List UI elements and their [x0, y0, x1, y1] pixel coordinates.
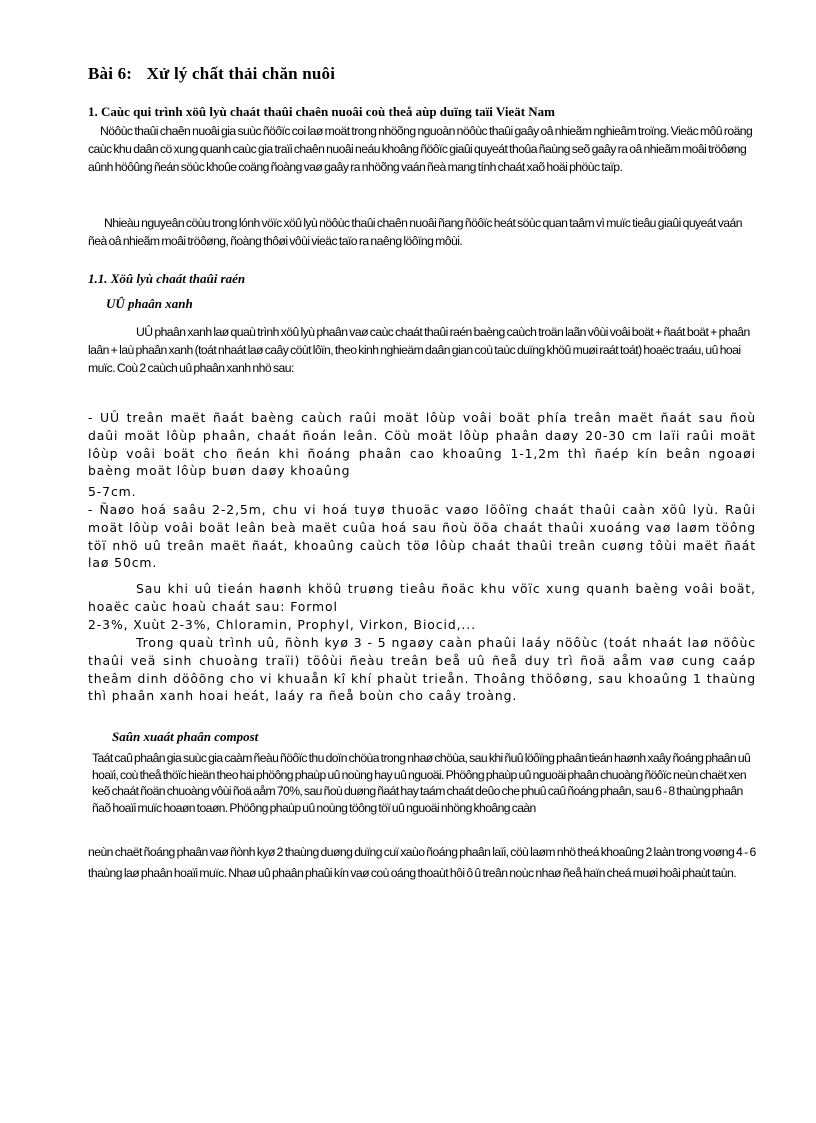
section-1-paragraph-1: Nöôùc thaûi chaên nuoâi gia suùc ñöôïc coi laø moät trong nhöõng nguoàn nöôùc thaûi gaây oâ nhieãm nghieâm troïng. Vieäc môû roäng caùc khu daân cö xung quanh caùc gia traïi chaên nuoâi neáu khoâng ñöôïc giaûi quyeát thoûa ñaùng seõ gaây ra oâ nhieãm moâi tröôøng aûnh höôûng ñeán söùc khoûe coäng ñoàng vaø gaây ra nhöõng vaán ñeà mang tính chaát xaõ hoäi phöùc taïp.: [88, 124, 753, 174]
disinfection-paragraph-end: 2-3%, Xuùt 2-3%, Chloramin, Prophyl, Virkon, Biocid,...: [88, 617, 476, 632]
green-manure-paragraph: UÛ phaân xanh laø quaù trình xöû lyù phaân vaø caùc chaát thaûi raén baèng caùch troän laãn vôùi voâi boät + ñaát boät + phaân laân + laù phaân xanh (toát nhaát laø caây cöùt lôïn, theo kinh nghieäm daân gian coù taùc duïng khöû muøi raát toát) hoaëc traáu, uû hoai muïc. Coù 2 caùch uû phaân xanh nhö sau:: [88, 325, 750, 375]
subsection-1-1-heading: 1.1. Xöû lyù chaát thaûi raén: [88, 271, 246, 286]
method-1-paragraph-end: 5-7cm.: [88, 484, 137, 499]
section-1-heading: 1. Caùc qui trình xöû lyù chaát thaûi chaên nuoâi coù theå aùp duïng taïi Vieät Nam: [88, 104, 555, 119]
compost-production-heading: Saûn xuaát phaân compost: [112, 729, 259, 744]
page-title: [88, 64, 335, 84]
method-2-paragraph: - Ñaøo hoá saâu 2-2,5m, chu vi hoá tuyø thuoäc vaøo löôïng chaát thaûi caàn xöû lyù. Raûi moät lôùp voâi boät leân beà maët cuûa hoá sau ñoù öõa chaát thaûi xuoáng vaø laøm töông töï nhö uû treân maët ñaát, khoaûng caùch töø lôùp chaát thaûi treân cuøng tôùi maët ñaát laø 50cm.: [88, 502, 756, 571]
method-1-paragraph: - UÛ treân maët ñaát baèng caùch raûi moät lôùp voâi boät phía treân maët ñaát sau ñoù daûi moät lôùp phaân, chaát ñoán leân. Cöù moät lôùp phaân daøy 20-30 cm laïi raûi moät lôùp voâi boät cho ñeán khi ñoáng phaân cao khoaûng 1-1,2m thì ñaép kín beân ngoaøi baèng moät lôùp buøn daøy khoaûng: [88, 410, 756, 479]
compost-paragraph-1: Taát caû phaân gia suùc gia caàm ñeàu ñöôïc thu doïn chöùa trong nhaø chöùa, sau khi ñuû löôïng phaân tieán haønh xaây ñoáng phaân uû hoaïi, coù theå thöïc hieän theo hai phöông phaùp uû noùng hay uû nguoäi. Phöông phaùp uû nguoäi phaân chuoàng ñöôïc neùn chaët xen keõ chaát ñoän chuoàng vôùi ñoä aåm 70%, sau ñoù duøng ñaát hay taám chaát deûo che phuû caû ñoáng phaân, sau 6 - 8 thaùng phaân ñaõ hoaïi muïc hoaøn toaøn. Phöông phaùp uû noùng töông töï uû nguoäi nhöng khoâng caàn: [92, 751, 751, 815]
green-manure-heading: UÛ phaân xanh: [106, 296, 193, 311]
disinfection-paragraph: Sau khi uû tieán haønh khöû truøng tieâu ñoäc khu vöïc xung quanh baèng voâi boät, hoaëc caùc hoaù chaát sau: Formol: [88, 581, 756, 614]
lesson-number: Bài 6:: [88, 64, 133, 83]
composting-process-paragraph: Trong quaù trình uû, ñònh kyø 3 - 5 ngaøy caàn phaûi laáy nöôùc (toát nhaát laø nöôùc thaûi veä sinh chuoàng traïi) töôùi ñeàu treân beå uû ñeå duy trì ñoä aåm vaø cung caáp theâm dinh döôõng cho vi khuaån kî khí phaùt trieån. Thoâng thöôøng, sau khoaûng 1 thaùng thì phaân xanh hoai heát, laáy ra ñeå boùn cho caây troàng.: [88, 635, 756, 704]
section-1-paragraph-2: Nhieàu nguyeân cöùu trong lónh vöïc xöû lyù nöôùc thaûi chaên nuoâi ñang ñöôïc heát söùc quan taâm vì muïc tieâu giaûi quyeát vaán ñeà oâ nhieãm moâi tröôøng, ñoàng thôøi vôùi vieäc taïo ra naêng löôïng môùi.: [88, 216, 742, 248]
lesson-title: Xử lý chất thải chăn nuôi: [146, 64, 336, 83]
compost-paragraph-2: neùn chaët ñoáng phaân vaø ñònh kyø 2 thaùng duøng duïng cuï xaùo ñoáng phaân laïi, cöù laøm nhö theá khoaûng 2 laàn trong voøng 4 - 6 thaùng laø phaân hoaïi muïc. Nhaø uû phaân phaûi kín vaø coù oáng thoaùt hôi ô û treân noùc nhaø ñeå haïn cheá muøi hoâi phaùt taùn.: [88, 845, 756, 880]
